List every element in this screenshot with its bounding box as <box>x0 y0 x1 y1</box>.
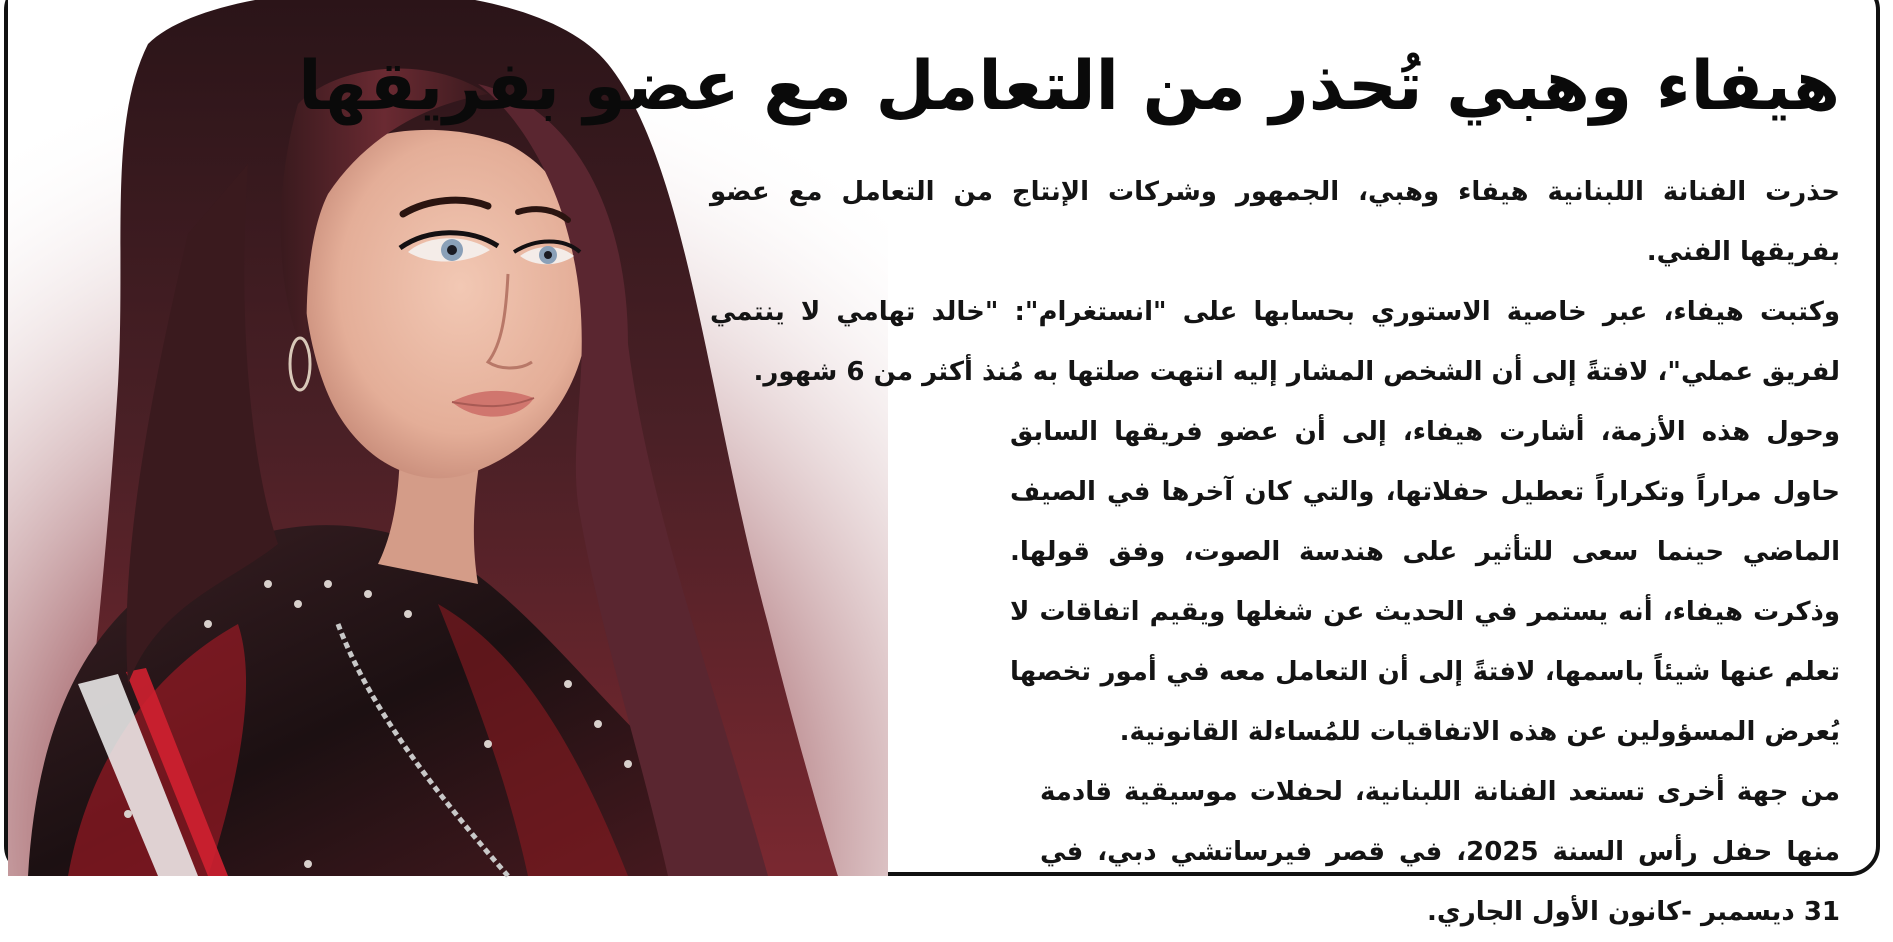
article-paragraph: من جهة أخرى تستعد الفنانة اللبنانية، لحفلات موسيقية قادمة منها حفل رأس السنة 2025، في قصر فيرساتشي دبي، في 31 ديسمبر -كانون الأول الجاري. <box>1040 777 1840 927</box>
article-paragraph: وكتبت هيفاء، عبر خاصية الاستوري بحسابها على "انستغرام": "خالد تهامي لا ينتمي لفريق عملي"، لافتةً إلى أن الشخص المشار إليه انتهت صلتها به مُنذ أكثر من 6 شهور. <box>710 297 1840 387</box>
article-headline: هيفاء وهبي تُحذر من التعامل مع عضو بفريقها <box>298 47 1840 126</box>
article-clipping <box>4 0 1880 927</box>
article-paragraph: حذرت الفنانة اللبنانية هيفاء وهبي، الجمهور وشركات الإنتاج من التعامل مع عضو بفريقها الفني. <box>710 177 1840 267</box>
article-body <box>710 162 1840 942</box>
article-paragraph: وحول هذه الأزمة، أشارت هيفاء، إلى أن عضو فريقها السابق حاول مراراً وتكراراً تعطيل حفلاتها، والتي كان آخرها في الصيف الماضي حينما سعى للتأثير على هندسة الصوت، وفق قولها. وذكرت هيفاء، أنه يستمر في الحديث عن شغلها ويقيم اتفاقات لا تعلم عنها شيئاً باسمها، لافتةً إلى أن التعامل معه في أمور تخصها يُعرض المسؤولين عن هذه الاتفاقيات للمُساءلة القانونية. <box>1010 417 1840 747</box>
